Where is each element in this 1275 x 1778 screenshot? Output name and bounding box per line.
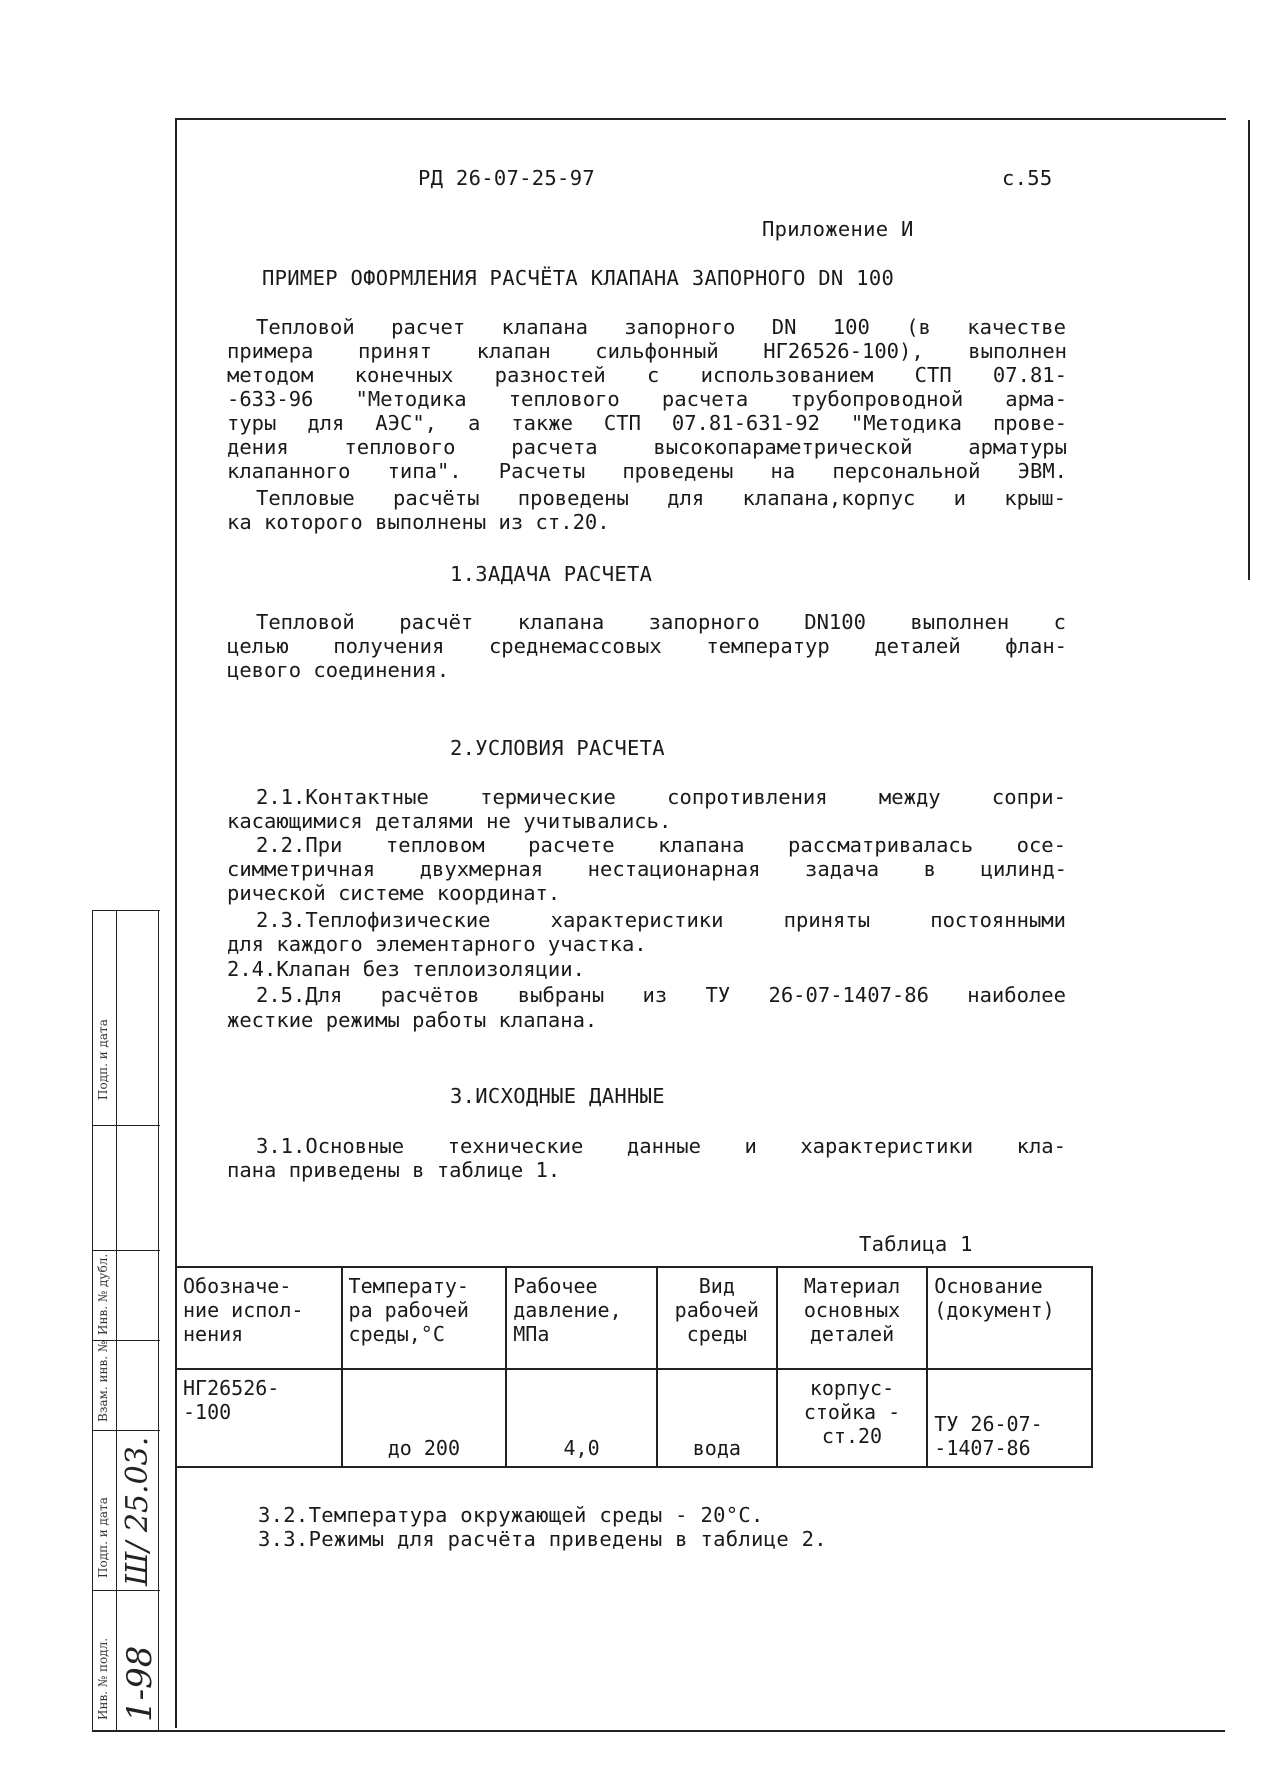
section1-heading: 1.ЗАДАЧА РАСЧЕТА xyxy=(450,562,653,586)
stamp-line xyxy=(92,1250,160,1251)
table-header-cell: Вид рабочей среды xyxy=(657,1267,777,1369)
intro-line: клапанного типа". Расчеты проведены на персональной ЭВМ. xyxy=(227,459,1067,483)
table-cell: до 200 xyxy=(342,1369,507,1467)
table-cell: НГ26526- -100 xyxy=(176,1369,342,1467)
intro-line: методом конечных разностей с использованием СТП 07.81- xyxy=(227,363,1067,387)
section1-line: Тепловой расчёт клапана запорного DN100 выполнен с xyxy=(256,610,1066,634)
frame-top-line xyxy=(176,118,1226,120)
table-header-row xyxy=(176,1267,1092,1369)
stamp-line xyxy=(92,910,160,911)
section2-line: 2.2.При тепловом расчете клапана рассматривалась осе- xyxy=(256,833,1066,857)
appendix-label: Приложение И xyxy=(762,217,914,241)
section2-line: 2.4.Клапан без теплоизоляции. xyxy=(227,957,585,981)
stamp-line xyxy=(92,1590,160,1591)
section2-line: симметричная двухмерная нестационарная задача в цилинд- xyxy=(227,857,1067,881)
handwritten-signature-date: Ш/ 25.03. xyxy=(120,1436,155,1586)
section1-line: цевого соединения. xyxy=(227,658,450,682)
table-caption: Таблица 1 xyxy=(859,1232,973,1256)
intro-line: Тепловой расчет клапана запорного DN 100 (в качестве xyxy=(256,315,1066,339)
stamp-label-podp-data-2: Подп. и дата xyxy=(96,1019,110,1100)
table-header-cell: Обозначе- ние испол- нения xyxy=(176,1267,342,1369)
table-cell: вода xyxy=(657,1369,777,1467)
intro2-line: Тепловые расчёты проведены для клапана,корпус и крыш- xyxy=(256,486,1066,510)
section2-line: жесткие режимы работы клапана. xyxy=(227,1008,598,1032)
section2-heading: 2.УСЛОВИЯ РАСЧЕТА xyxy=(450,736,665,760)
stamp-label-vzam-inv: Взам. инв. № xyxy=(96,1340,110,1422)
frame-right-line xyxy=(1248,120,1250,580)
handwritten-inv-number: 1-98 xyxy=(120,1645,160,1722)
section3-line: 3.1.Основные технические данные и характеристики кла- xyxy=(256,1134,1066,1158)
stamp-label-podp-data: Подп. и дата xyxy=(96,1497,110,1578)
characteristics-table xyxy=(175,1266,1093,1468)
intro-line: -633-96 "Методика теплового расчета трубопроводной арма- xyxy=(227,387,1067,411)
stamp-line xyxy=(92,1730,160,1731)
section2-line: рической системе координат. xyxy=(227,881,561,905)
intro-line: дения теплового расчета высокопараметрической арматуры xyxy=(227,435,1067,459)
section3-after-line: 3.2.Температура окружающей среды - 20°С. xyxy=(258,1503,764,1527)
stamp-line xyxy=(92,1430,160,1431)
stamp-line xyxy=(158,910,159,1730)
document-title: ПРИМЕР ОФОРМЛЕНИЯ РАСЧЁТА КЛАПАНА ЗАПОРНОГО DN 100 xyxy=(262,266,895,290)
stamp-label-inv-podl: Инв. № подл. xyxy=(96,1637,110,1720)
stamp-line xyxy=(92,1125,160,1126)
intro-line: примера принят клапан сильфонный НГ26526-100), выполнен xyxy=(227,339,1067,363)
stamp-line xyxy=(92,910,93,1730)
margin-stamp xyxy=(92,910,160,1730)
stamp-label-inv-dubl: Инв. № дубл. xyxy=(96,1253,110,1335)
table-header-cell: Основание (документ) xyxy=(927,1267,1092,1369)
intro2-line: ка которого выполнены из ст.20. xyxy=(227,510,610,534)
table-header-cell: Рабочее давление, МПа xyxy=(506,1267,657,1369)
intro-line: туры для АЭС", а также СТП 07.81-631-92 "Методика прове- xyxy=(227,411,1067,435)
frame-left-line xyxy=(175,118,177,1728)
table-header-cell: Температу- ра рабочей среды,°С xyxy=(342,1267,507,1369)
table-row xyxy=(176,1369,1092,1467)
stamp-line xyxy=(116,910,117,1730)
table-cell: ТУ 26-07- -1407-86 xyxy=(927,1369,1092,1467)
section3-after-line: 3.3.Режимы для расчёта приведены в таблице 2. xyxy=(258,1527,827,1551)
section2-line: для каждого элементарного участка. xyxy=(227,932,647,956)
section3-heading: 3.ИСХОДНЫЕ ДАННЫЕ xyxy=(450,1084,665,1108)
table-cell: корпус- стойка - ст.20 xyxy=(777,1369,928,1467)
page-number: с.55 xyxy=(1002,166,1053,190)
section2-line: 2.3.Теплофизические характеристики приняты постоянными xyxy=(256,908,1066,932)
table-header-cell: Материал основных деталей xyxy=(777,1267,928,1369)
section1-line: целью получения среднемассовых температур деталей флан- xyxy=(227,634,1067,658)
frame-bottom-line xyxy=(92,1730,1225,1732)
doc-code: РД 26-07-25-97 xyxy=(418,166,595,190)
section2-line: касающимися деталями не учитывались. xyxy=(227,809,672,833)
section2-line: 2.5.Для расчётов выбраны из ТУ 26-07-1407-86 наиболее xyxy=(256,983,1066,1007)
section3-line: пана приведены в таблице 1. xyxy=(227,1158,561,1182)
table-cell: 4,0 xyxy=(506,1369,657,1467)
section2-line: 2.1.Контактные термические сопротивления между сопри- xyxy=(256,785,1066,809)
